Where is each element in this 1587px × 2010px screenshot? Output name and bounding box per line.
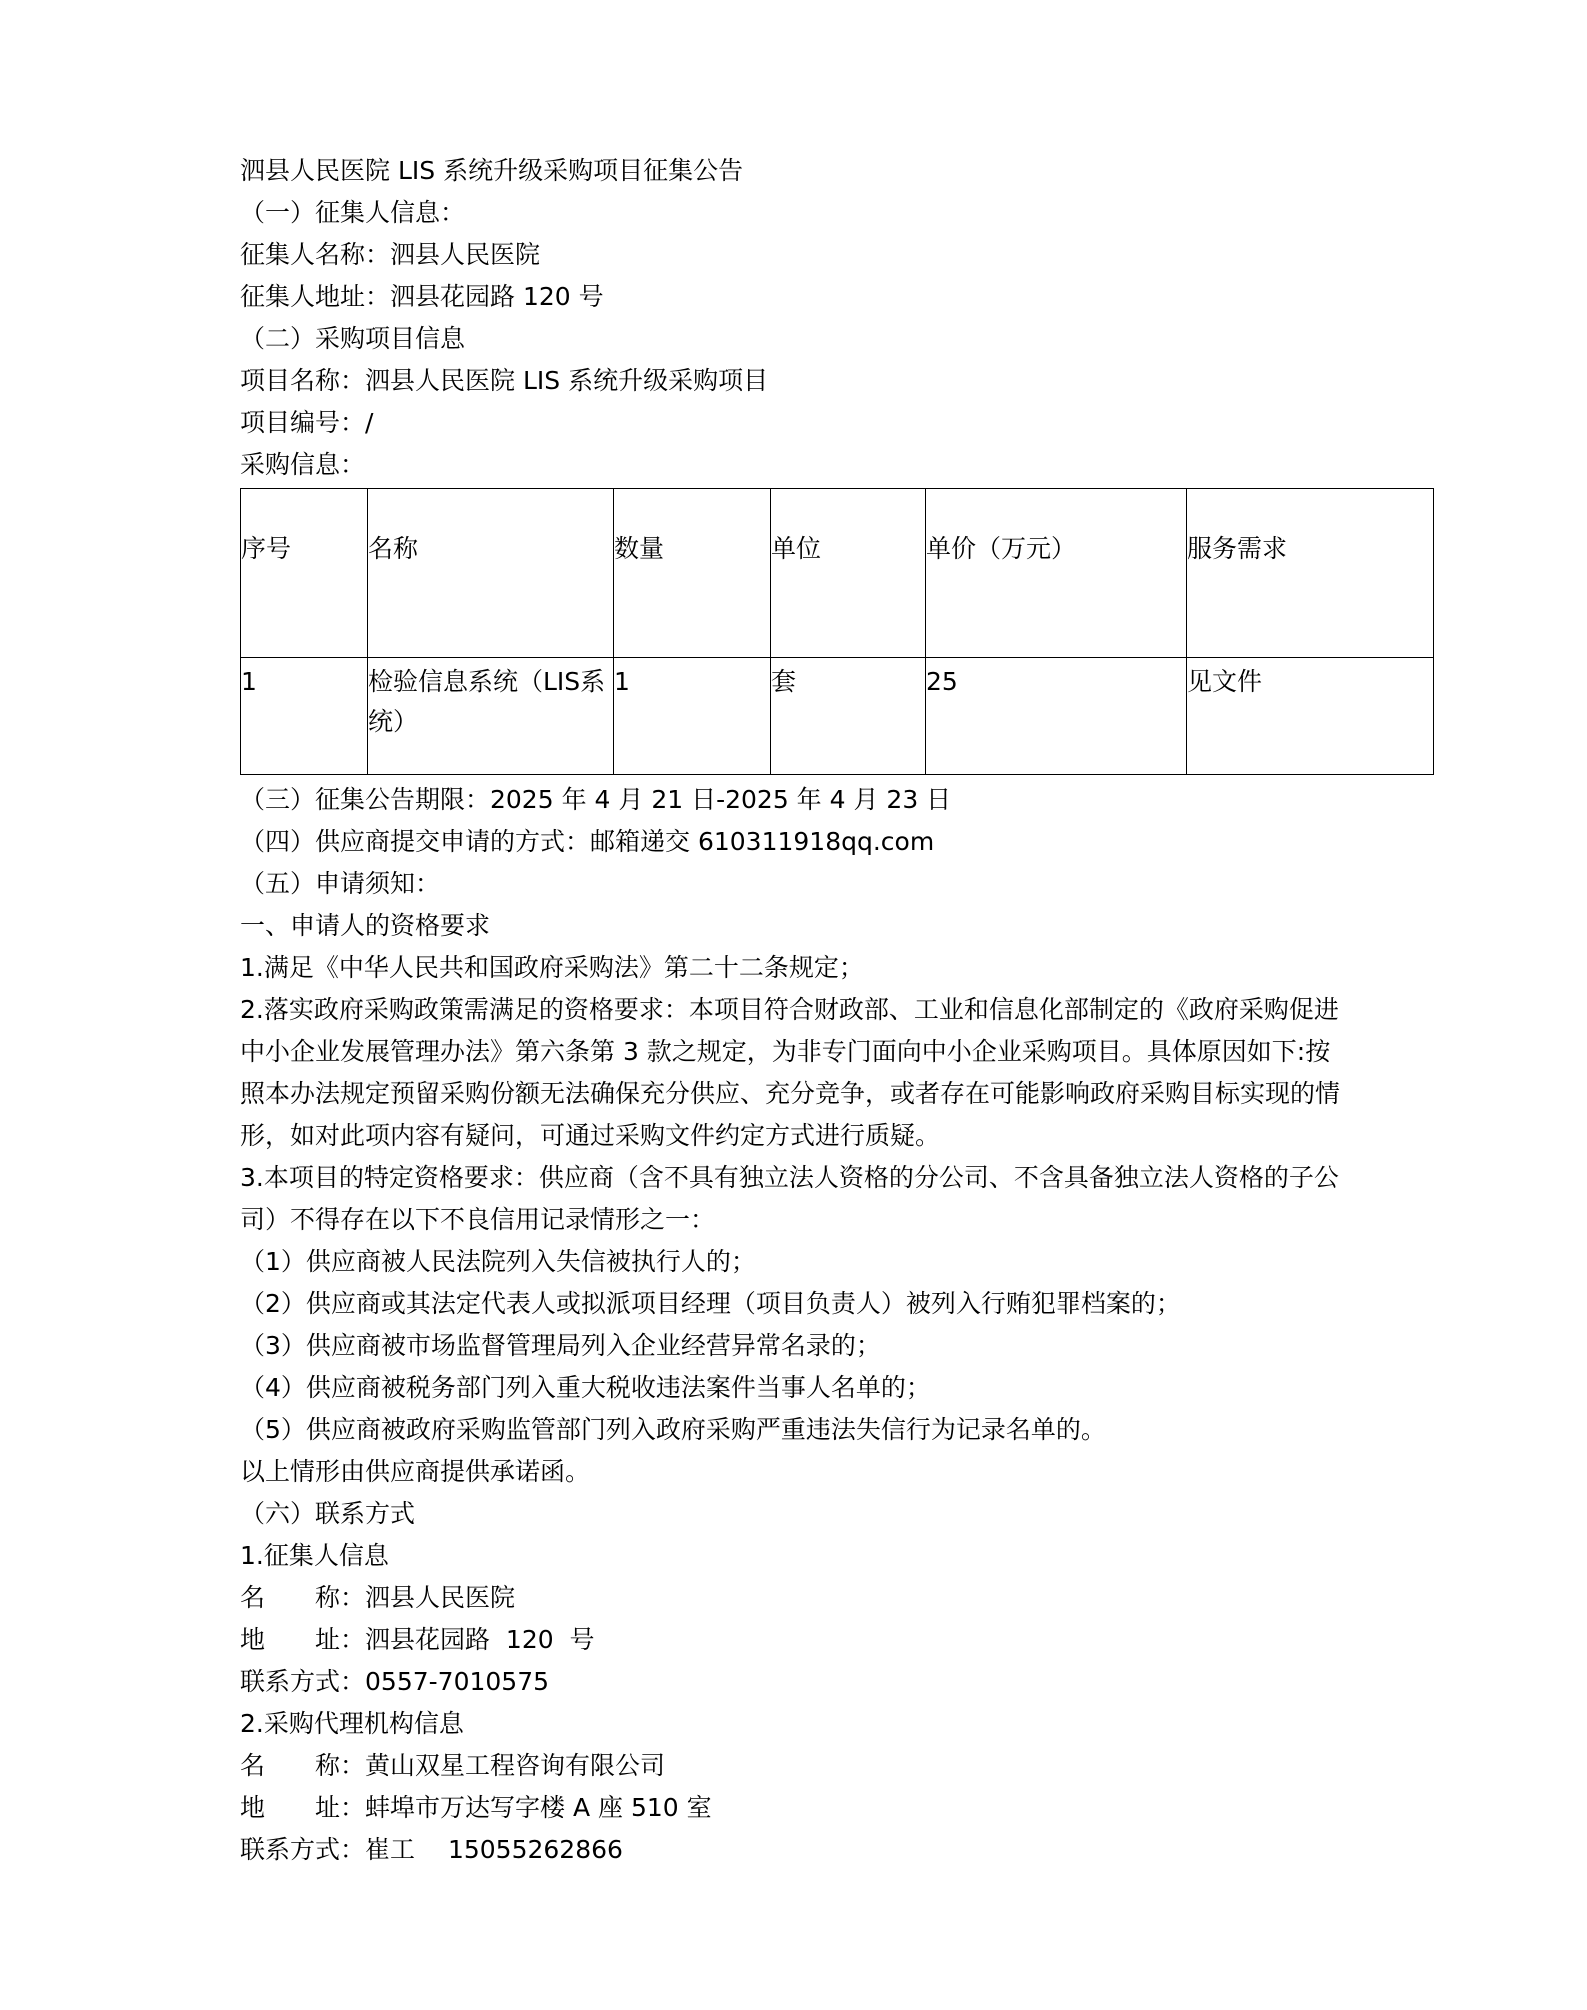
section-4-submission: （四）供应商提交申请的方式：邮箱递交 610311918qq.com [240, 827, 935, 856]
collector-name: 征集人名称：泗县人民医院 [240, 240, 541, 269]
field-value: 泗县花园路 120 号 [365, 1625, 595, 1654]
field-value: 0557-7010575 [365, 1667, 549, 1696]
table-cell: 见文件 [1187, 658, 1434, 775]
table-cell: 1 [614, 658, 771, 775]
section-3-period: （三）征集公告期限：2025 年 4 月 21 日-2025 年 4 月 23 日 [240, 785, 952, 814]
table-header-cell: 单位 [771, 489, 926, 658]
field-label: 地 址： [240, 1793, 366, 1822]
project-name: 项目名称：泗县人民医院 LIS 系统升级采购项目 [240, 366, 769, 395]
field-value: 蚌埠市万达写字楼 A 座 510 室 [365, 1793, 712, 1822]
requirement-item-1: 1.满足《中华人民共和国政府采购法》第二十二条规定； [240, 953, 864, 982]
field-label: 名 称： [240, 1751, 366, 1780]
agency-info-heading: 2.采购代理机构信息 [240, 1709, 464, 1738]
table-cell: 套 [771, 658, 926, 775]
requirement-item-2: 2.落实政府采购政策需满足的资格要求：本项目符合财政部、工业和信息化部制定的《政府采购促进中小企业发展管理办法》第六条第 3 款之规定，为非专门面向中小企业采购项目。具体原因如下:按照本办法规定预留采购份额无法确保充分供应、充分竞争，或者存在可能影响政府采购目标实现的情形，如对此项内容有疑问，可通过采购文件约定方式进行质疑。 [240, 995, 1341, 1150]
purchase-info-label: 采购信息： [240, 450, 366, 479]
table-header-cell: 名称 [368, 489, 614, 658]
requirement-sub-item: （5）供应商被政府采购监管部门列入政府采购严重违法失信行为记录名单的。 [240, 1415, 1106, 1444]
collector-contact-name [240, 1577, 1440, 1619]
section-5-heading: （五）申请须知： [240, 869, 441, 898]
collector-info-heading: 1.征集人信息 [240, 1541, 389, 1570]
table-cell: 检验信息系统（LIS系统） [368, 658, 614, 775]
table-header-cell: 单价（万元） [926, 489, 1187, 658]
section-6-heading: （六）联系方式 [240, 1499, 416, 1528]
agency-contact-phone [240, 1829, 1440, 1871]
field-label: 名 称： [240, 1583, 366, 1612]
requirements-heading: 一、申请人的资格要求 [240, 911, 491, 940]
agency-contact-address [240, 1787, 1440, 1829]
requirement-sub-item: （4）供应商被税务部门列入重大税收违法案件当事人名单的； [240, 1373, 931, 1402]
table-header-cell: 序号 [241, 489, 368, 658]
project-number: 项目编号：/ [240, 408, 374, 437]
field-value: 黄山双星工程咨询有限公司 [365, 1751, 666, 1780]
table-cell: 25 [926, 658, 1187, 775]
table-header-row [241, 489, 1434, 658]
collector-address: 征集人地址：泗县花园路 120 号 [240, 282, 604, 311]
requirement-item-3: 3.本项目的特定资格要求：供应商（含不具有独立法人资格的分公司、不含具备独立法人资格的子公司）不得存在以下不良信用记录情形之一： [240, 1163, 1339, 1234]
field-value: 泗县人民医院 [365, 1583, 516, 1612]
requirement-sub-item: （3）供应商被市场监督管理局列入企业经营异常名录的； [240, 1331, 881, 1360]
section-2-heading: （二）采购项目信息 [240, 324, 466, 353]
collector-contact-phone [240, 1661, 1440, 1703]
table-header-cell: 数量 [614, 489, 771, 658]
field-label: 联系方式： [240, 1667, 366, 1696]
field-label: 地 址： [240, 1625, 366, 1654]
collector-contact-address [240, 1619, 1440, 1661]
section-1-heading: （一）征集人信息： [240, 198, 466, 227]
field-label: 联系方式： [240, 1835, 366, 1864]
document-title: 泗县人民医院 LIS 系统升级采购项目征集公告 [240, 156, 744, 185]
requirements-closing: 以上情形由供应商提供承诺函。 [240, 1457, 591, 1486]
table-cell: 1 [241, 658, 368, 775]
requirement-sub-item: （2）供应商或其法定代表人或拟派项目经理（项目负责人）被列入行贿犯罪档案的； [240, 1289, 1181, 1318]
document-page [240, 150, 1440, 1871]
field-value: 崔工 15055262866 [365, 1835, 623, 1864]
requirement-sub-item: （1）供应商被人民法院列入失信被执行人的； [240, 1247, 756, 1276]
purchase-table [240, 488, 1434, 775]
agency-contact-name [240, 1745, 1440, 1787]
table-header-cell: 服务需求 [1187, 489, 1434, 658]
table-row [241, 658, 1434, 775]
